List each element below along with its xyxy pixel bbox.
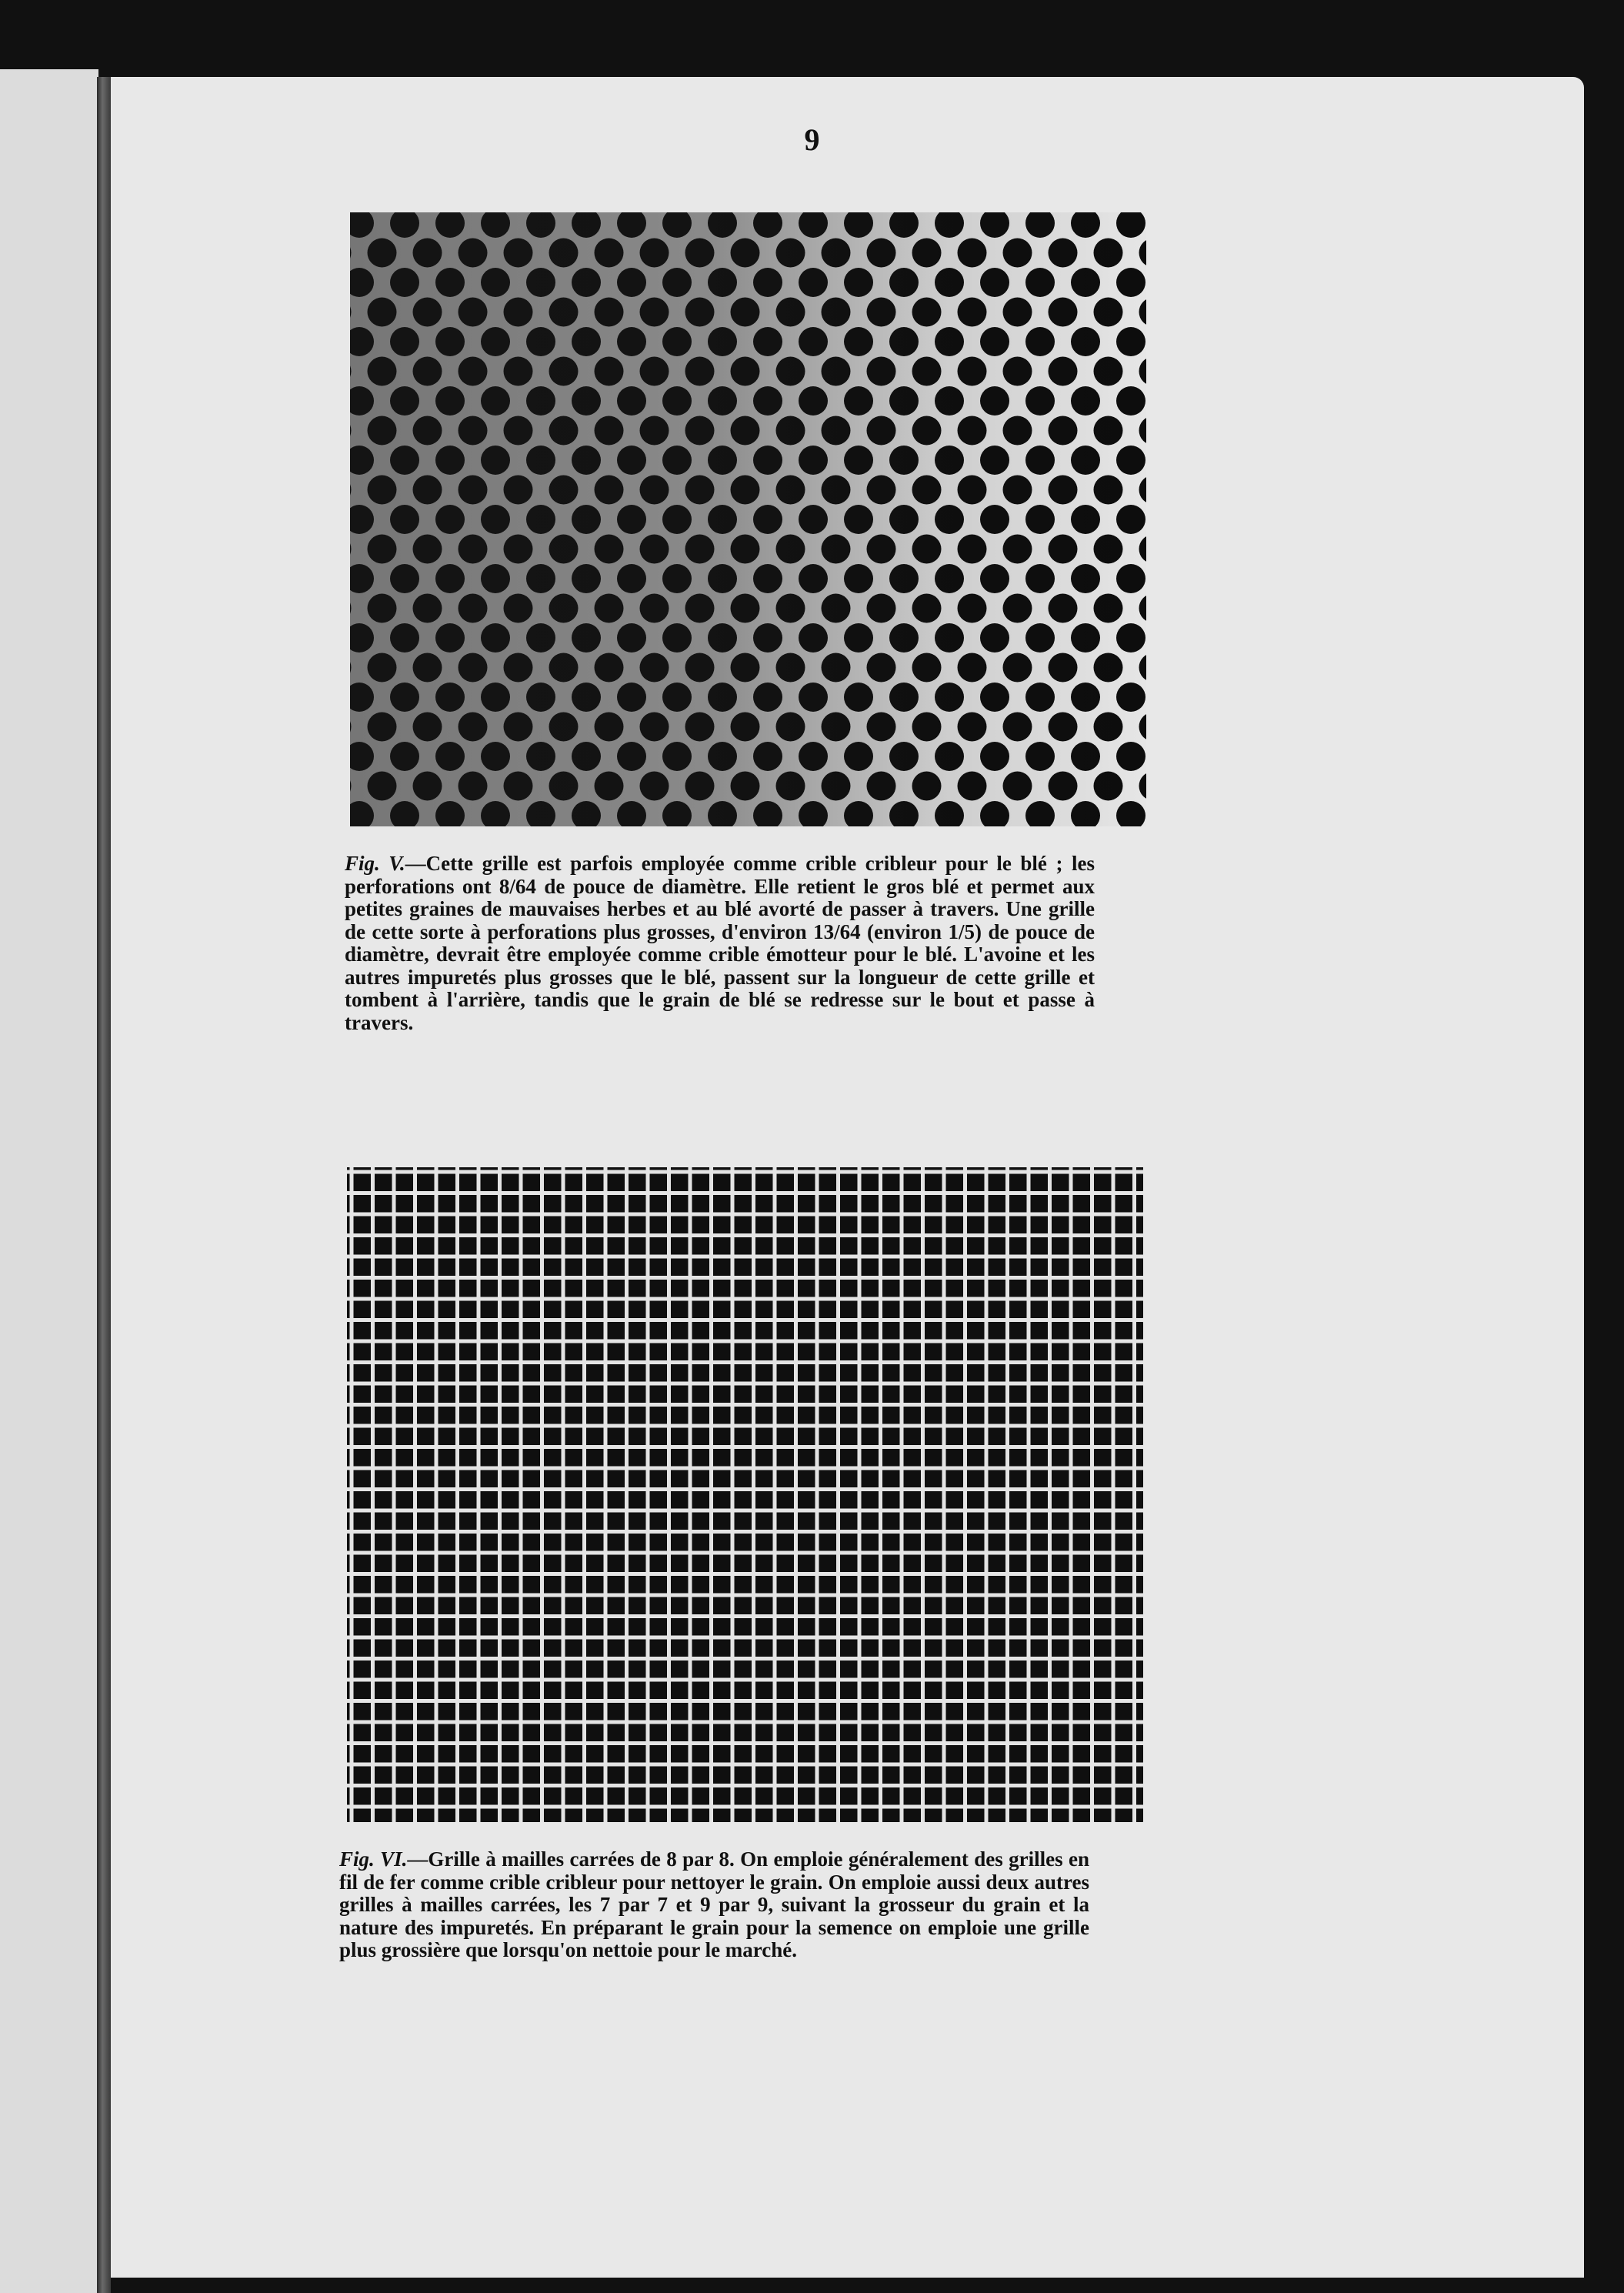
- figure-6-label: Fig. VI.: [339, 1847, 408, 1871]
- page-number: 9: [804, 122, 820, 157]
- figure-6-caption-text: —Grille à mailles carrées de 8 par 8. On emploie généralement des grilles en fil de fer comme crible cribleur pour nettoyer le grain. On emploie aussi deux autres grilles à mailles carrées, les 7 par 7 et 9 par 9, suivant la grosseur du grain et la nature des impuretés. En préparant le grain pour la semence on emploie une grille plus grossière que lorsqu'on nettoie pour le marché.: [339, 1847, 1089, 1961]
- figure-5-label: Fig. V.: [345, 852, 405, 875]
- figure-6-caption: [339, 1848, 1089, 1962]
- perforated-grille-photo: [350, 212, 1146, 826]
- figure-5-caption: [345, 853, 1095, 1034]
- book-spine-shadow: [97, 77, 111, 2293]
- left-page-margin: [0, 69, 98, 2293]
- figure-5-caption-text: —Cette grille est parfois employée comme crible cribleur pour le blé ; les perforations ont 8/64 de pouce de diamètre. Elle retient le gros blé et permet aux petites graines de mauvaises herbes et au blé avorté de passer à travers. Une grille de cette sorte à perforations plus grosses, d'environ 13/64 (environ 1/5) de pouce de diamètre, devrait être employée comme crible émotteur pour le blé. L'avoine et les autres impuretés plus grosses que le blé, passent sur la longueur de cette grille et tombent à l'arrière, tandis que le grain de blé se redresse sur le bout et passe à travers.: [345, 852, 1095, 1034]
- square-mesh-grille-photo: [347, 1167, 1143, 1822]
